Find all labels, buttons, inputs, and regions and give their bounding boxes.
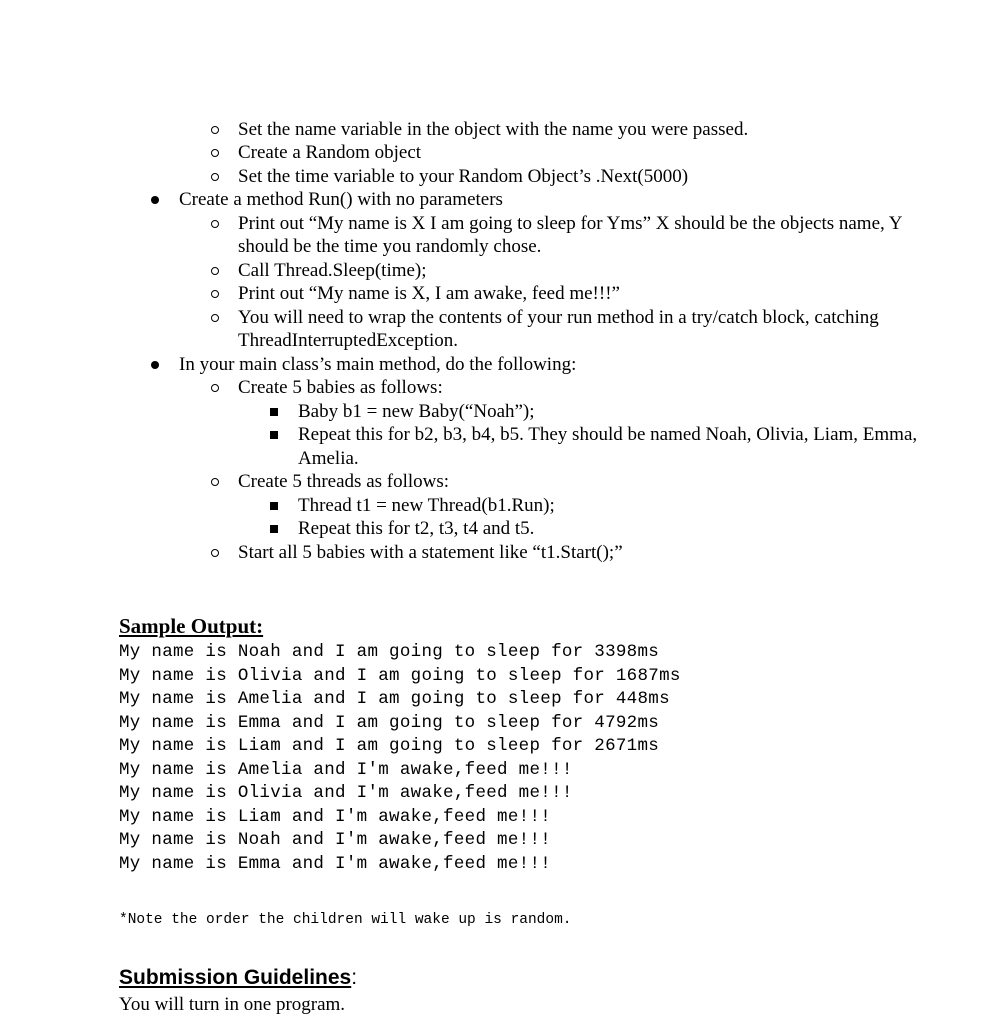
list-item: Create a method Run() with no parameters (179, 189, 503, 210)
submission-text: You will turn in one program. (119, 994, 346, 1015)
filled-square-bullet-icon (270, 525, 278, 533)
output-line: My name is Liam and I'm awake,feed me!!! (119, 807, 552, 827)
submission-guidelines-title: Submission Guidelines (119, 966, 352, 989)
hollow-circle-bullet-icon (211, 384, 219, 392)
filled-square-bullet-icon (270, 408, 278, 416)
output-line: My name is Noah and I am going to sleep for 3398ms (119, 642, 660, 662)
heading-colon: : (351, 966, 358, 989)
list-item: Call Thread.Sleep(time); (238, 260, 427, 281)
list-item: Thread t1 = new Thread(b1.Run); (298, 495, 555, 516)
filled-square-bullet-icon (270, 502, 278, 510)
list-item: Start all 5 babies with a statement like “t1.Start();” (238, 542, 623, 563)
hollow-circle-bullet-icon (211, 314, 219, 322)
filled-square-bullet-icon (270, 431, 278, 439)
filled-disc-bullet-icon (151, 196, 159, 204)
filled-disc-bullet-icon (151, 361, 159, 369)
hollow-circle-bullet-icon (211, 549, 219, 557)
list-item: Baby b1 = new Baby(“Noah”); (298, 401, 535, 422)
output-line: My name is Noah and I'm awake,feed me!!! (119, 830, 552, 850)
hollow-circle-bullet-icon (211, 220, 219, 228)
output-line: My name is Olivia and I am going to sleep for 1687ms (119, 666, 681, 686)
list-item: Set the name variable in the object with the name you were passed. (238, 119, 749, 140)
hollow-circle-bullet-icon (211, 126, 219, 134)
list-item-continuation: should be the time you randomly chose. (238, 236, 542, 257)
order-note: *Note the order the children will wake up is random. (119, 912, 572, 928)
output-line: My name is Amelia and I'm awake,feed me!!! (119, 760, 573, 780)
list-item: Create 5 threads as follows: (238, 471, 450, 492)
list-item: Print out “My name is X, I am awake, feed me!!!” (238, 283, 620, 304)
output-line: My name is Amelia and I am going to sleep for 448ms (119, 689, 670, 709)
hollow-circle-bullet-icon (211, 267, 219, 275)
list-item: Set the time variable to your Random Object’s .Next(5000) (238, 166, 689, 187)
list-item: Repeat this for t2, t3, t4 and t5. (298, 518, 535, 539)
list-item: Print out “My name is X I am going to sleep for Yms” X should be the objects name, Y (238, 213, 903, 234)
hollow-circle-bullet-icon (211, 290, 219, 298)
sample-output-heading: Sample Output: (119, 614, 264, 638)
list-item: Create 5 babies as follows: (238, 377, 443, 398)
hollow-circle-bullet-icon (211, 173, 219, 181)
list-item: You will need to wrap the contents of your run method in a try/catch block, catching (238, 307, 879, 328)
list-item: In your main class’s main method, do the following: (179, 354, 577, 375)
output-line: My name is Liam and I am going to sleep for 2671ms (119, 736, 660, 756)
hollow-circle-bullet-icon (211, 478, 219, 486)
output-line: My name is Emma and I'm awake,feed me!!! (119, 854, 552, 874)
list-item-continuation: Amelia. (298, 448, 359, 469)
list-item-continuation: ThreadInterruptedException. (238, 330, 458, 351)
list-item: Create a Random object (238, 142, 422, 163)
output-line: My name is Olivia and I'm awake,feed me!!! (119, 783, 573, 803)
list-item: Repeat this for b2, b3, b4, b5. They should be named Noah, Olivia, Liam, Emma, (298, 424, 918, 445)
hollow-circle-bullet-icon (211, 149, 219, 157)
submission-guidelines-heading (119, 966, 357, 990)
output-line: My name is Emma and I am going to sleep for 4792ms (119, 713, 660, 733)
